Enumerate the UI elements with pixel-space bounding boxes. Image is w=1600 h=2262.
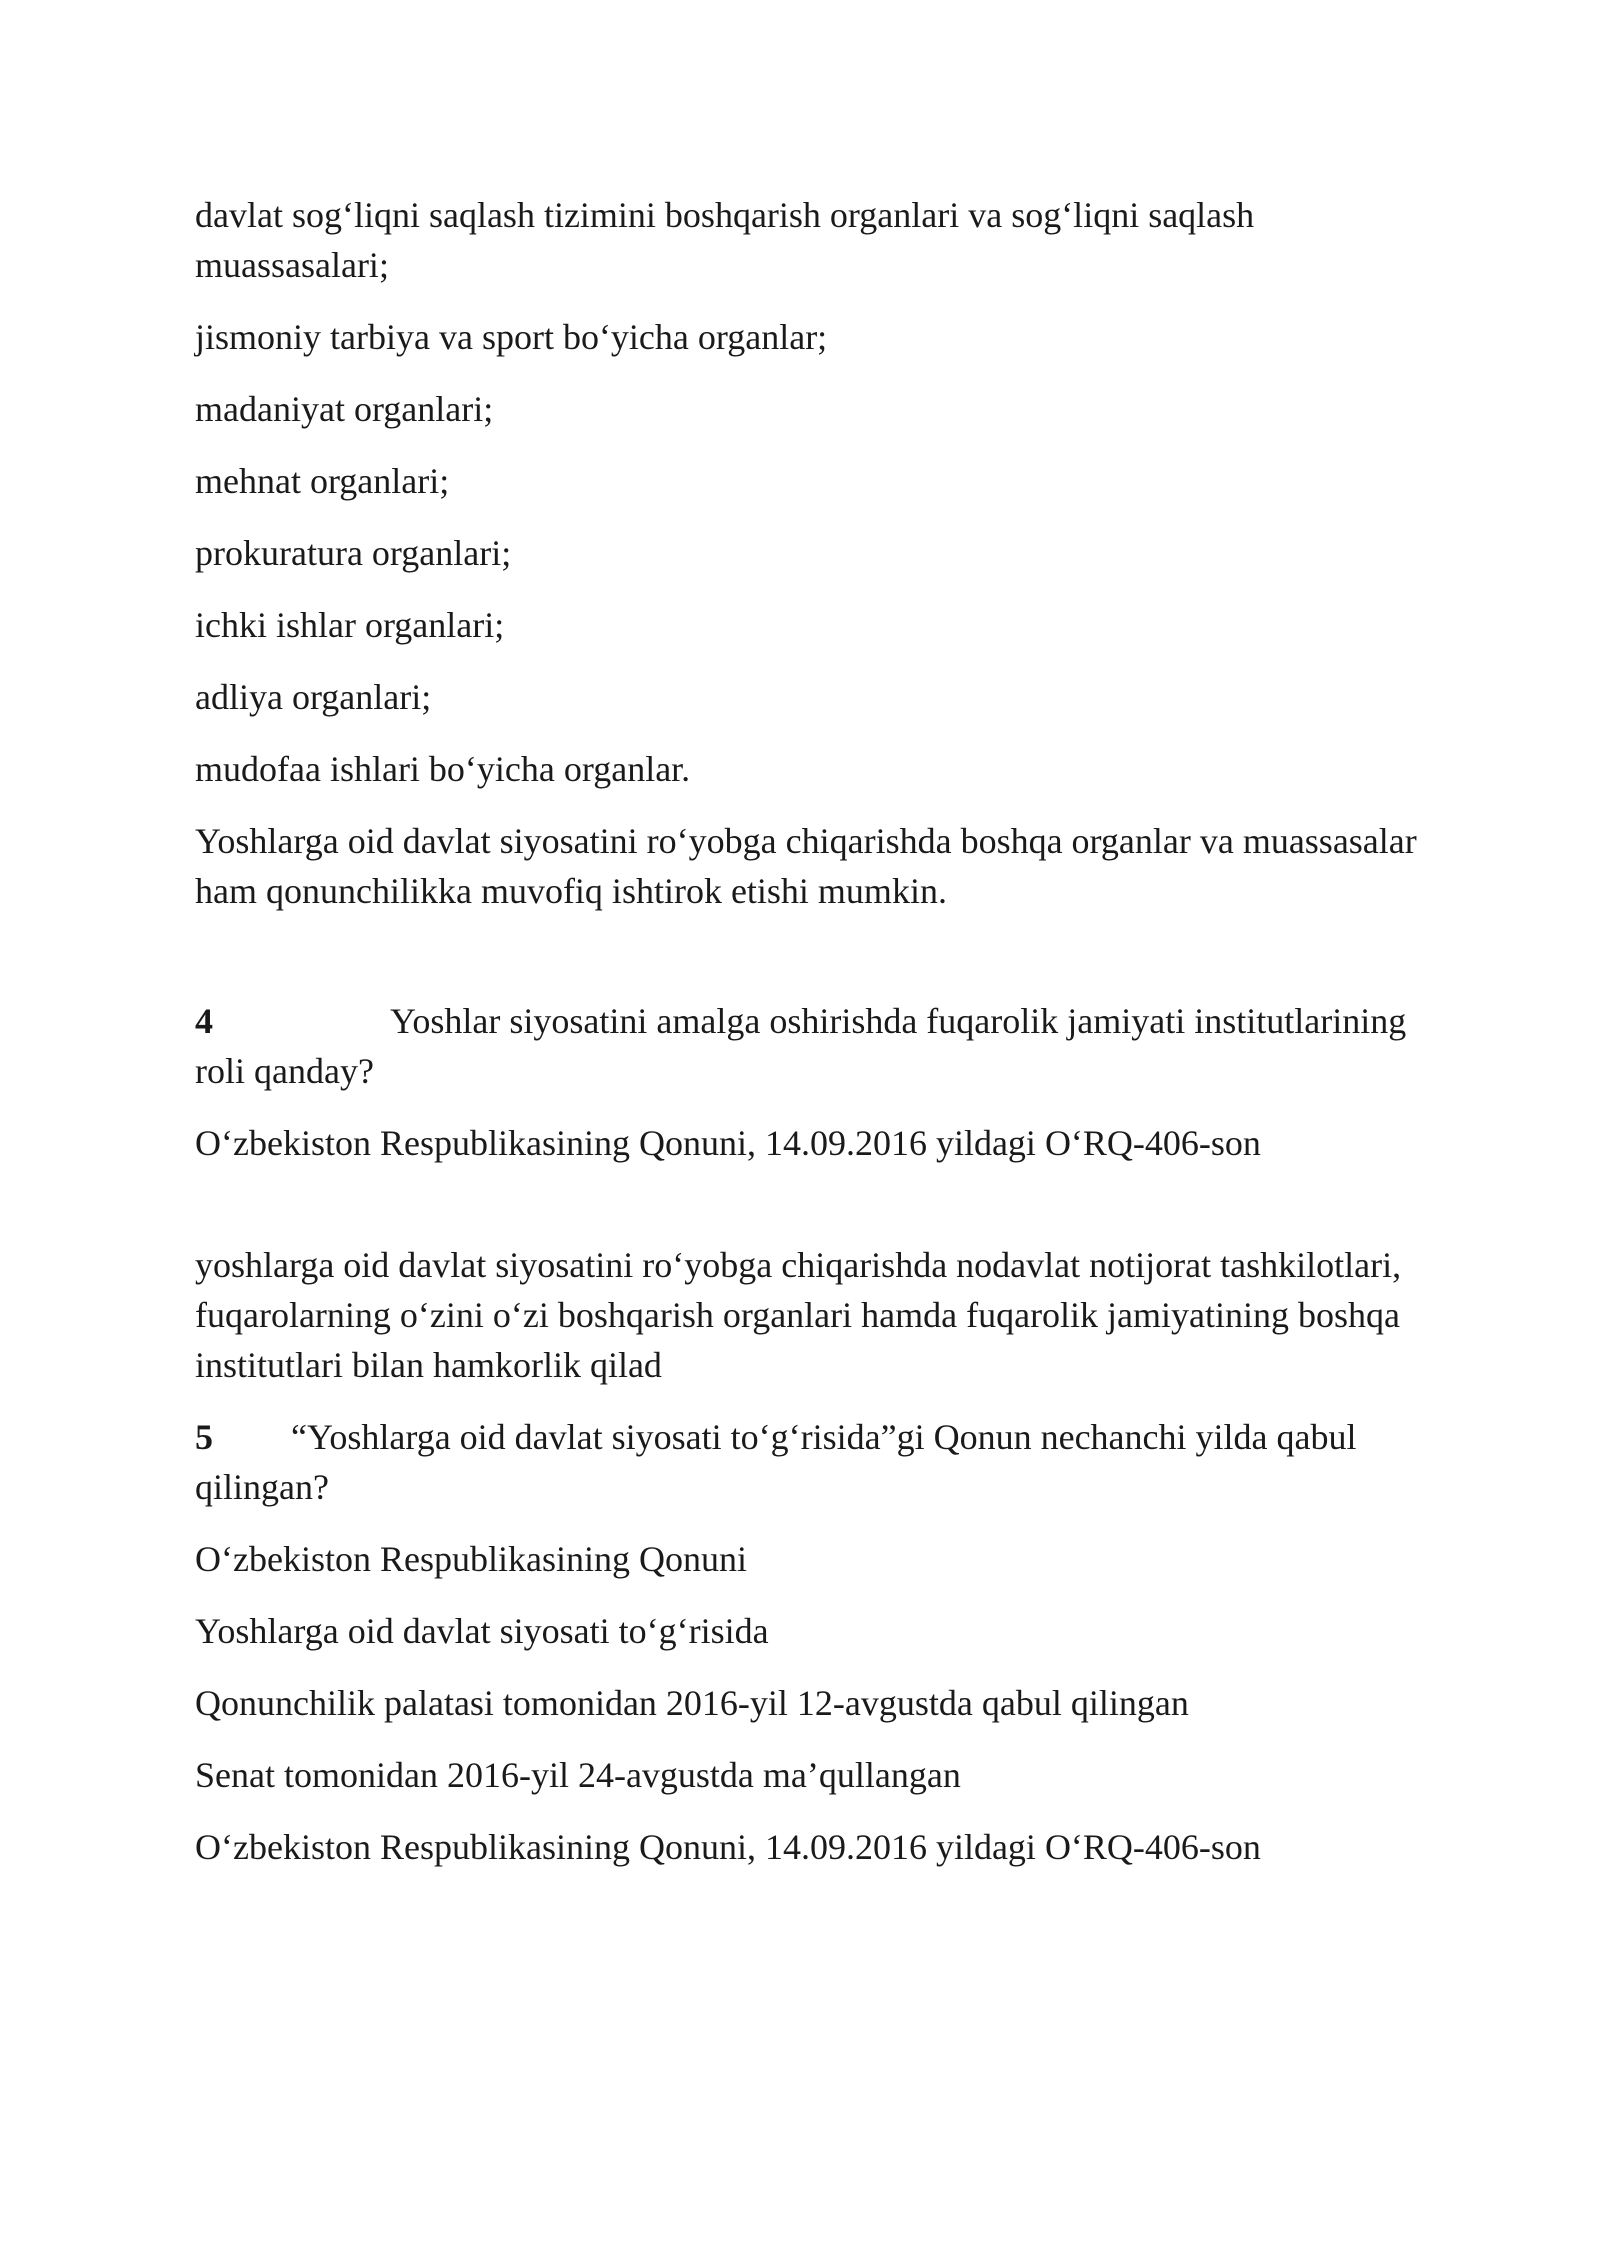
law-header: O‘zbekiston Respublikasining Qonuni [195, 1539, 747, 1579]
question-number: 4 [195, 1001, 213, 1041]
question-4 [195, 996, 1425, 1096]
list-item: mudofaa ishlari bo‘yicha organlar. [195, 749, 691, 789]
list-item: madaniyat organlari; [195, 389, 494, 429]
list-item: ichki ishlar organlari; [195, 605, 505, 645]
list-item: adliya organlari; [195, 677, 432, 717]
list-item: mehnat organlari; [195, 461, 450, 501]
list-item: prokuratura organlari; [195, 533, 512, 573]
question-number: 5 [195, 1417, 213, 1457]
list-item: jismoniy tarbiya va sport bo‘yicha organlar; [195, 317, 828, 357]
question-5-source: O‘zbekiston Respublikasining Qonuni, 14.09.2016 yildagi O‘RQ-406-son [195, 1827, 1261, 1867]
question-4-answer: yoshlarga oid davlat siyosatini ro‘yobga chiqarishda nodavlat notijorat tashkilotlari, fuqarolarning o‘zini o‘zi boshqarish organlari hamda fuqarolik jamiyatining boshqa institutlari bilan hamkorlik qilad [195, 1245, 1402, 1385]
law-adopted: Qonunchilik palatasi tomonidan 2016-yil 12-avgustda qabul qilingan [195, 1683, 1189, 1723]
document-body [195, 190, 1425, 1894]
question-4-source: O‘zbekiston Respublikasining Qonuni, 14.09.2016 yildagi O‘RQ-406-son [195, 1123, 1261, 1163]
list-intro: davlat sog‘liqni saqlash tizimini boshqarish organlari va sog‘liqni saqlash muassasalari; [195, 195, 1255, 285]
law-title: Yoshlarga oid davlat siyosati to‘g‘risida [195, 1611, 769, 1651]
question-text: “Yoshlarga oid davlat siyosati to‘g‘risida”gi Qonun nechanchi yilda qabul qilingan? [195, 1417, 1357, 1507]
question-text: Yoshlar siyosatini amalga oshirishda fuqarolik jamiyati institutlarining roli qanday? [195, 1001, 1407, 1091]
law-approved: Senat tomonidan 2016-yil 24-avgustda ma’qullangan [195, 1755, 961, 1795]
closing-paragraph: Yoshlarga oid davlat siyosatini ro‘yobga chiqarishda boshqa organlar va muassasalar ham qonunchilikka muvofiq ishtirok etishi mumkin. [195, 821, 1417, 911]
question-5 [195, 1412, 1425, 1512]
